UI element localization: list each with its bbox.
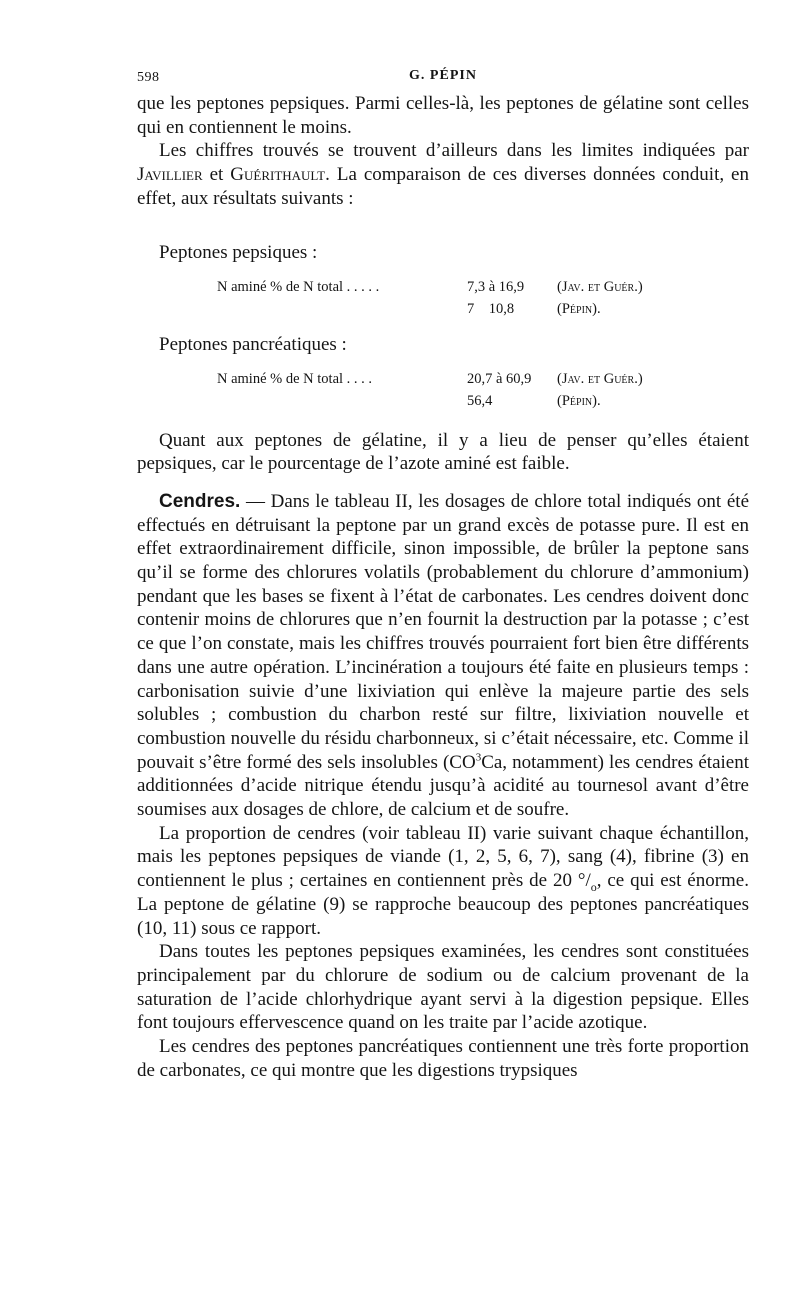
author-name: Guérithault (230, 164, 326, 186)
page (137, 62, 749, 1083)
row-value: 7,3 à 16,9 (467, 278, 525, 295)
intro-paragraph-2 (137, 139, 749, 210)
pancreatic-row (137, 391, 749, 413)
row-reference: (Pépin). (557, 392, 601, 409)
gelatin-paragraph: Quant aux peptones de gélatine, il y a lieu de penser qu’elles étaient pepsiques, car le pourcentage de l’azote aminé est faible. (137, 429, 749, 475)
page-header (137, 62, 749, 92)
intro-paragraph-1: que les peptones pepsiques. Parmi celles-là, les peptones de gélatine sont celles qui en contiennent le moins. (137, 93, 749, 138)
cendres-paragraph-3: Dans toutes les peptones pepsiques examinées, les cendres sont constituées principalement par du chlorure de sodium ou de calcium provenant de la saturation de l’acide chlorhydrique ayant servi à la digestion pepsique. Elles font toujours effervescence quand on les traite par l’acide azotique. (137, 941, 749, 1034)
author-name: Javillier (137, 164, 203, 186)
intro-text: Les chiffres trouvés se trouvent d’ailleurs dans les limites indiquées par (159, 140, 749, 162)
row-label: N aminé % de N total . . . . (217, 370, 373, 387)
row-reference: (Jav. et Guér.) (557, 370, 643, 387)
pepsic-row (137, 299, 749, 321)
cendres-paragraph-2: La proportion de cendres (voir tableau II) varie suivant chaque échantillon, mais les peptones pepsiques de viande (1, 2, 5, 6, 7), sang (4), fibrine (3) en contiennent le plus ; certaines en contiennent près de 20 $^\circ/_o$, ce qui est énorme. La peptone de gélatine (9) se rapproche beaucoup des peptones pancréatiques (10, 11) sous ce rapport. (137, 822, 749, 939)
row-value: 7 10,8 (467, 300, 515, 317)
intro-text: . La comparaison de ces diverses données conduit, en effet, aux résultats suivants : (137, 164, 749, 209)
cendres-paragraph-1: Cendres. — Dans le tableau II, les dosages de chlore total indiqués ont été effectués en détruisant la peptone par un grand excès de potasse pure. Il est en effet extraordinairement difficile, sinon impossible, de brûler la peptone sans qu’il se forme des chlorures volatils (probablement du chlorure d’ammonium) pendant que les bases se fixent à l’état de carbonates. Les cendres doivent donc contenir moins de chlorures que n’en fournit la destruction par la potasse ; c’est ce que l’on constate, mais les chiffres trouvés pourraient fort bien être différents dans une autre opération. L’incinération a toujours été faite en plusieurs temps : carbonisation suivie d’une lixiviation qui enlève la majeure partie des sels solubles ; combustion du charbon resté sur filtre, lixiviation nouvelle et combustion nouvelle du résidu charbonneux, si c’était nécessaire, etc. Comme il pouvait s’être formé des sels insolubles ($CO^3Ca$, notamment) les cendres étaient additionnées d’acide nitrique étendu jusqu’à acidité au tournesol avant d’être soumises aux dosages de chlore, de calcium et de soufre. (137, 490, 749, 821)
pepsic-heading: Peptones pepsiques : (159, 241, 318, 263)
row-value: 20,7 à 60,9 (467, 370, 532, 387)
row-reference: (Jav. et Guér.) (557, 278, 643, 295)
pancreatic-heading: Peptones pancréatiques : (159, 333, 347, 355)
section-title: Cendres. (159, 490, 241, 512)
row-label: N aminé % de N total . . . . . (217, 278, 380, 295)
running-title: G. PÉPIN (409, 68, 477, 83)
cendres-paragraph-4: Les cendres des peptones pancréatiques contiennent une très forte proportion de carbonates, ce qui montre que les digestions trypsiques (137, 1036, 749, 1081)
pepsic-row (137, 277, 749, 299)
row-reference: (Pépin). (557, 300, 601, 317)
pancreatic-row (137, 369, 749, 391)
intro-text: et (202, 164, 231, 186)
page-number: 598 (137, 70, 160, 85)
row-value: 56,4 (467, 392, 493, 409)
